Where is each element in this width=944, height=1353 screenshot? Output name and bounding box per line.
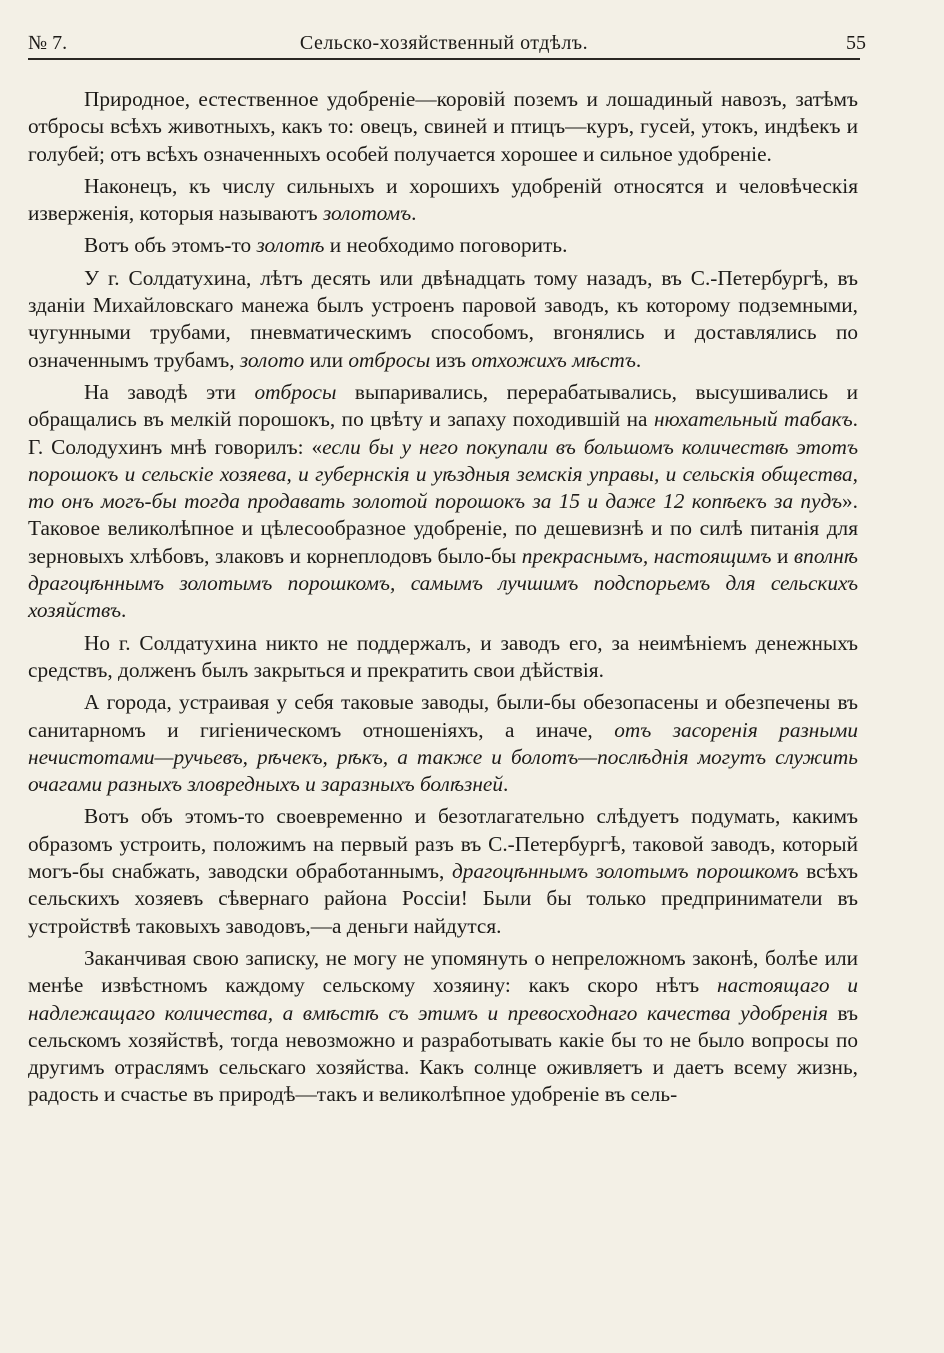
- text-run: У г. Солдатухина, лѣтъ десять или двѣнадцать тому назадъ, въ С.-Петербургѣ, въ зданіи Михайловскаго манежа былъ устроенъ паровой заводъ, къ которому подземными, чугунными трубами, пневматическимъ способомъ, вгонялись и доставлялись по означеннымъ трубамъ,: [28, 265, 858, 372]
- text-run: .: [635, 347, 642, 372]
- paragraph: [28, 86, 858, 168]
- text-run: Вотъ объ этомъ-то: [84, 233, 257, 258]
- paragraph: [28, 689, 858, 798]
- italic-text: драгоцѣннымъ золотымъ порошкомъ: [451, 859, 799, 884]
- text-run: всѣхъ сельскихъ хозяевъ сѣвернаго района Россіи! Были бы только предприниматели въ устройствѣ таковыхъ заводовъ,—а деньги найдутся.: [28, 859, 858, 938]
- text-run: Вотъ объ этомъ-то своевременно и безотлагательно слѣдуетъ подумать, какимъ образомъ устроить, положимъ на первый разъ въ С.-Петербургѣ, таковой заводъ, который могъ-бы снабжать, заводски обработаннымъ,: [28, 804, 858, 884]
- section-title: Сельско-хозяйственный отдѣлъ.: [299, 32, 589, 54]
- page-header: [28, 24, 866, 60]
- paragraph: [28, 945, 858, 1109]
- text-run: выпаривались, перерабатывались, высушивались и обращались въ мелкій порошокъ, по цвѣту и запаху походившій на: [28, 379, 858, 432]
- italic-text: отбросы: [348, 347, 431, 372]
- text-run: .: [121, 598, 127, 623]
- italic-text: отбросы: [254, 379, 337, 404]
- text-run: Природное, естественное удобреніе—коровій поземъ и лошадиный навозъ, затѣмъ отбросы всѣхъ животныхъ, какъ то: овецъ, свиней и птицъ—куръ, гусей, утокъ, индѣекъ и голубей; отъ всѣхъ означенныхъ особей получается хорошее и сильное удобреніе.: [28, 87, 858, 166]
- text-run: или: [304, 347, 349, 372]
- paragraph: [28, 379, 858, 625]
- italic-text: прекраснымъ, настоящимъ: [521, 543, 772, 568]
- text-run: и: [771, 543, 794, 568]
- issue-number: № 7.: [28, 32, 68, 54]
- paragraph: [28, 232, 858, 259]
- italic-text: настоящаго и надлежащаго количества, а вмѣстѣ съ этимъ и превосходнаго качества удобренія: [28, 973, 859, 1025]
- italic-text: нюхательный табакъ: [654, 407, 853, 432]
- article-body: [28, 86, 858, 1109]
- text-run: и необходимо поговорить.: [324, 233, 568, 258]
- text-run: изъ: [430, 347, 472, 372]
- text-run: .: [503, 772, 509, 797]
- text-run: Наконецъ, къ числу сильныхъ и хорошихъ удобреній относятся и человѣческія изверженія, которыя называютъ: [28, 173, 858, 226]
- text-run: На заводѣ эти: [84, 379, 255, 404]
- paragraph: [28, 173, 858, 228]
- paragraph: [28, 630, 858, 685]
- italic-text: вполнѣ драгоцѣннымъ золотымъ порошкомъ, самымъ лучшимъ подспорьемъ для сельскихъ хозяйствъ: [28, 543, 858, 623]
- text-run: въ сельскомъ хозяйствѣ, тогда невозможно и разработывать какіе бы то не было вопросы по другимъ отраслямъ сельскаго хозяйства. Какъ солнце оживляетъ и даетъ всему жизнь, радость и счастье въ природѣ—такъ и великолѣпное удобреніе въ сель-: [28, 1000, 858, 1107]
- text-run: А города, устраивая у себя таковые заводы, были-бы обезопасены и обезпечены въ санитарномъ и гигіеническомъ отношеніяхъ, а иначе,: [28, 690, 858, 742]
- paragraph: [28, 265, 858, 374]
- italic-text: золотѣ: [256, 233, 325, 258]
- text-run: .: [411, 201, 417, 226]
- italic-text: отхожихъ мѣстъ: [471, 347, 636, 372]
- text-run: . Г. Солодухинъ мнѣ говорилъ: «: [28, 407, 858, 459]
- italic-text: золото: [239, 347, 305, 372]
- italic-text: золотомъ: [322, 201, 412, 226]
- page-number: 55: [846, 32, 866, 54]
- italic-text: отъ засоренія разными нечистотами—ручьевъ, рѣчекъ, рѣкъ, а также и болотъ—послѣднія могутъ служить очагами разныхъ зловредныхъ и заразныхъ болѣзней: [28, 717, 859, 797]
- text-run: Заканчивая свою записку, не могу не упомянуть о непреложномъ законѣ, болѣе или менѣе извѣстномъ каждому сельскому хозяину: какъ скоро нѣтъ: [28, 945, 858, 998]
- italic-text: если бы у него покупали въ большомъ количествѣ этотъ порошокъ и сельскіе хозяева, и губернскія и уѣздныя земскія управы, и сельскія общества, то онъ могъ-бы тогда продавать золотой порошокъ за 15 и даже 12 копѣекъ за пудъ: [28, 434, 858, 514]
- paragraph: [28, 803, 858, 939]
- text-run: Но г. Солдатухина никто не поддержалъ, и заводъ его, за неимѣніемъ денежныхъ средствъ, долженъ былъ закрыться и прекратить свои дѣйствія.: [28, 630, 858, 682]
- text-run: ». Таковое великолѣпное и цѣлесообразное удобреніе, по дешевизнѣ и по силѣ питанія для зерновыхъ хлѣбовъ, злаковъ и корнеплодовъ было-бы: [28, 489, 858, 568]
